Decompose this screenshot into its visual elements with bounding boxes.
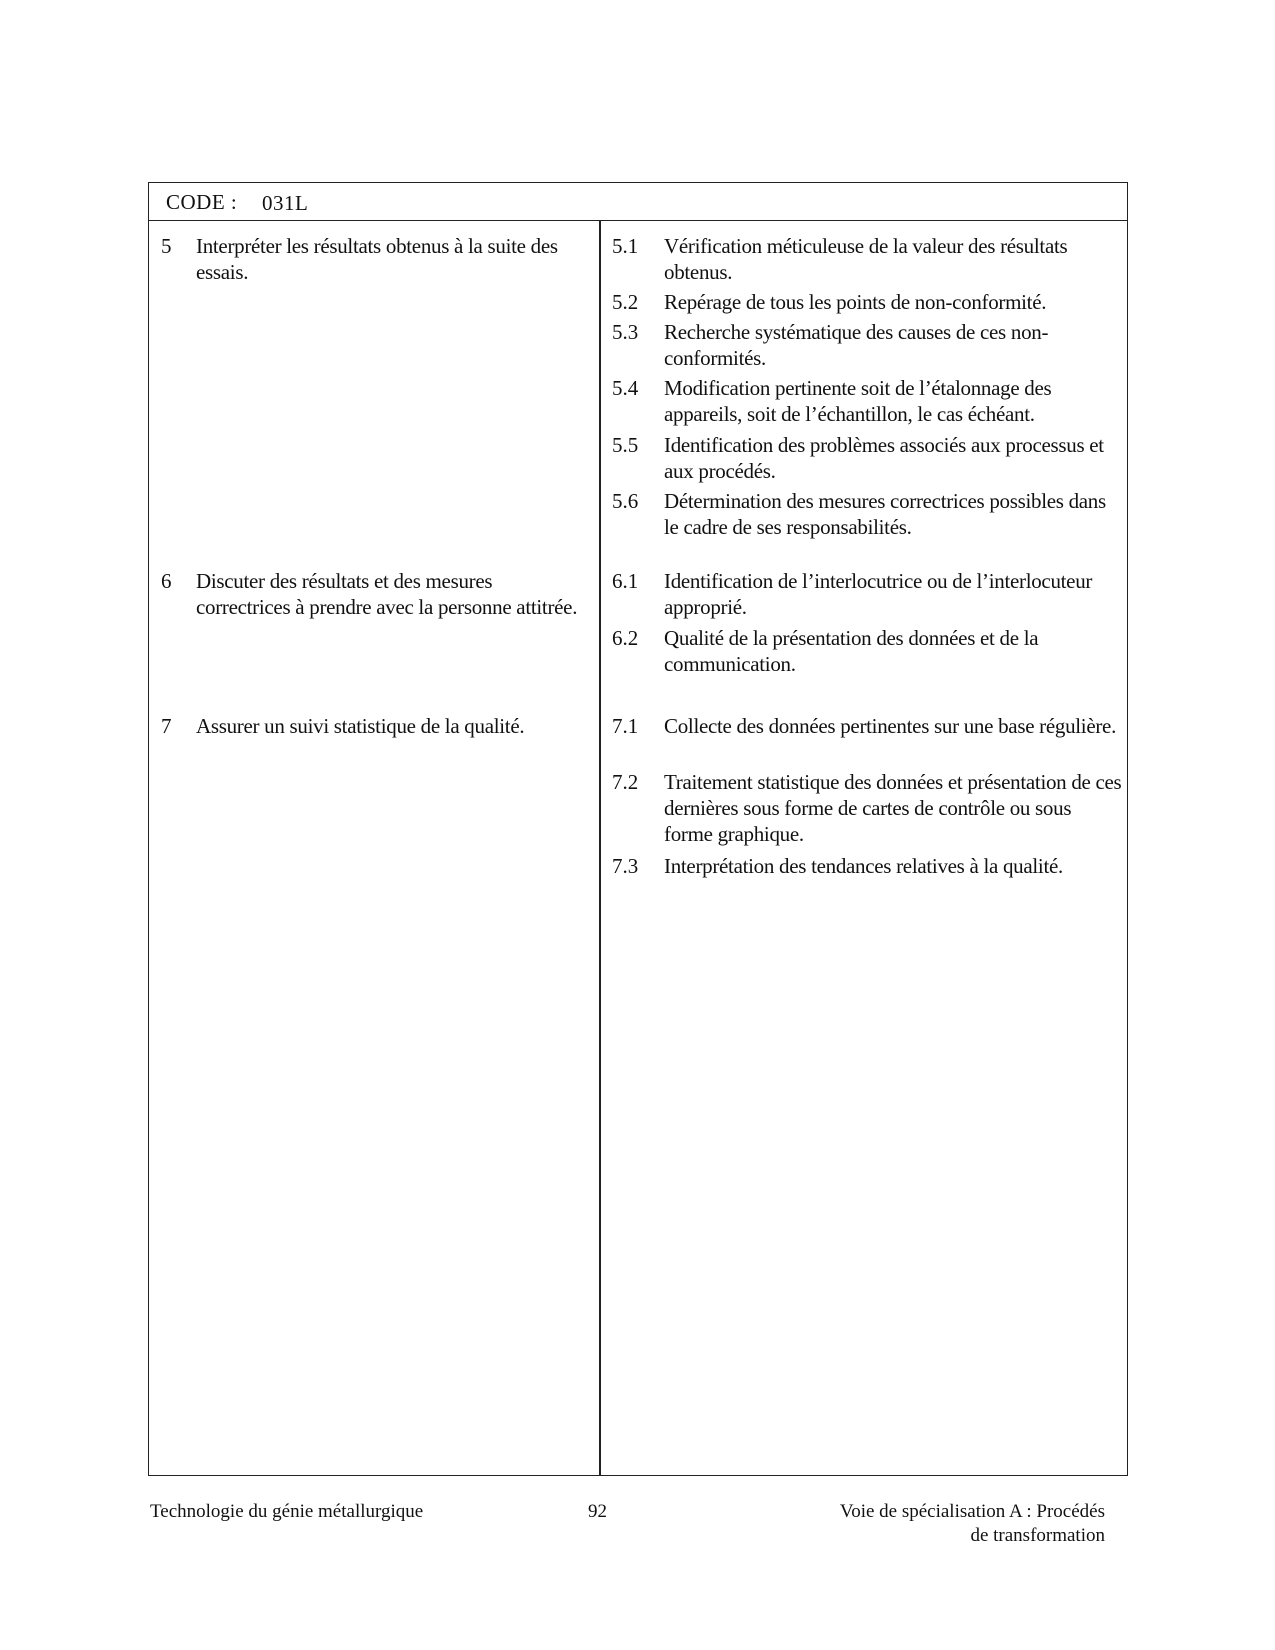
criterion-text: Qualité de la présentation des données et de la communication. [664, 626, 1039, 676]
criterion-number: 5.4 [612, 376, 639, 400]
criterion-number: 5.6 [612, 489, 639, 513]
footer-program-title: Technologie du génie métallurgique [150, 1501, 424, 1522]
footer-specialization [760, 1500, 1105, 1548]
right-item-5-3 [612, 319, 1122, 371]
right-item-7-2 [612, 769, 1122, 847]
right-item-6-1 [612, 568, 1122, 620]
criterion-number: 5.1 [612, 234, 639, 258]
criterion-text: Modification pertinente soit de l’étalonnage des appareils, soit de l’échantillon, le cas échéant. [664, 376, 1052, 426]
criterion-text: Détermination des mesures correctrices possibles dans le cadre de ses responsabilités. [664, 489, 1106, 539]
criterion-number: 7.2 [612, 770, 639, 794]
code-value: 031L [262, 191, 309, 215]
right-item-5-1 [612, 233, 1122, 285]
item-text: Assurer un suivi statistique de la qualité. [196, 714, 525, 738]
left-item-5 [161, 233, 581, 285]
criterion-text: Recherche systématique des causes de ces non-conformités. [664, 320, 1049, 370]
right-item-6-2 [612, 625, 1122, 677]
criterion-number: 6.2 [612, 626, 639, 650]
criterion-text: Repérage de tous les points de non-conformité. [664, 290, 1047, 314]
criterion-text: Interprétation des tendances relatives à la qualité. [664, 854, 1063, 878]
code-label: CODE : [166, 190, 238, 214]
right-item-7-3 [612, 853, 1122, 879]
right-item-5-2 [612, 289, 1122, 315]
code-header-row [149, 183, 1127, 221]
footer-page-number: 92 [588, 1501, 607, 1522]
right-item-5-6 [612, 488, 1122, 540]
item-text: Interpréter les résultats obtenus à la suite des essais. [196, 234, 558, 284]
left-item-6 [161, 568, 581, 620]
footer-specialization-line1: Voie de spécialisation A : Procédés [839, 1501, 1105, 1522]
left-item-7 [161, 713, 581, 739]
criterion-text: Traitement statistique des données et présentation de ces dernières sous forme de cartes de contrôle ou sous forme graphique. [664, 770, 1122, 846]
item-number: 5 [161, 234, 172, 258]
criterion-text: Identification de l’interlocutrice ou de l’interlocuteur approprié. [664, 569, 1093, 619]
column-divider [599, 221, 601, 1475]
criterion-text: Vérification méticuleuse de la valeur des résultats obtenus. [664, 234, 1068, 284]
criterion-number: 7.3 [612, 854, 639, 878]
criterion-number: 6.1 [612, 569, 639, 593]
criterion-number: 5.5 [612, 433, 639, 457]
right-item-5-5 [612, 432, 1122, 484]
criterion-number: 5.3 [612, 320, 639, 344]
item-number: 6 [161, 569, 172, 593]
competency-table [148, 182, 1128, 1476]
criterion-text: Identification des problèmes associés aux processus et aux procédés. [664, 433, 1104, 483]
right-item-7-1 [612, 713, 1122, 739]
footer-specialization-line2: de transformation [970, 1525, 1105, 1546]
criterion-number: 7.1 [612, 714, 639, 738]
item-text: Discuter des résultats et des mesures correctrices à prendre avec la personne attitrée. [196, 569, 578, 619]
criterion-number: 5.2 [612, 290, 639, 314]
item-number: 7 [161, 714, 172, 738]
criterion-text: Collecte des données pertinentes sur une base régulière. [664, 714, 1117, 738]
right-item-5-4 [612, 375, 1122, 427]
